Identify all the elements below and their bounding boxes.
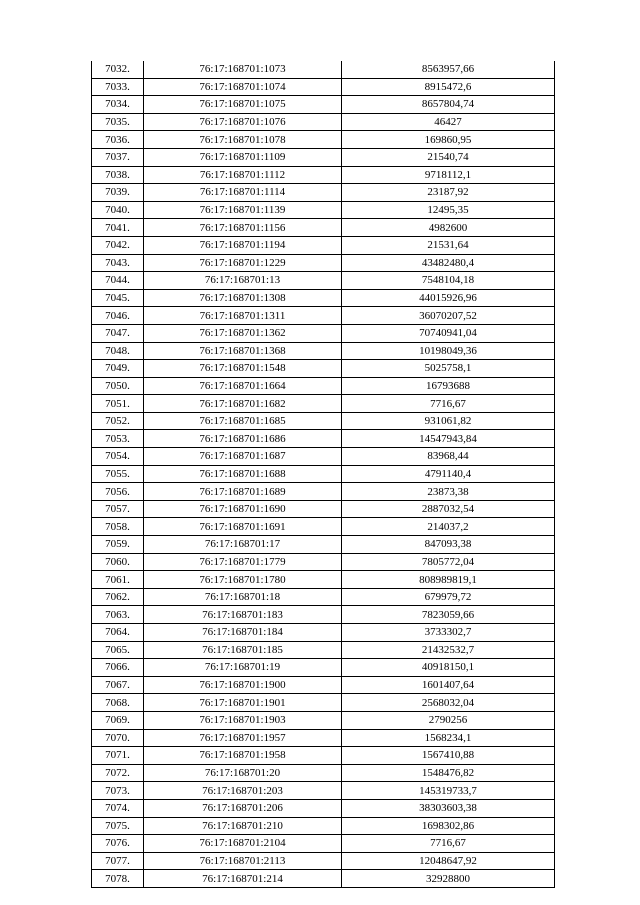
value-cell: 679979,72 [342, 588, 555, 606]
table-row [92, 289, 555, 307]
table-row [92, 852, 555, 870]
row-number-cell: 7051. [92, 395, 144, 413]
value-cell: 8563957,66 [342, 61, 555, 78]
cadastral-number-cell: 76:17:168701:1691 [144, 518, 342, 536]
value-cell: 8657804,74 [342, 96, 555, 114]
cadastral-number-cell: 76:17:168701:206 [144, 799, 342, 817]
row-number-cell: 7048. [92, 342, 144, 360]
cadastral-number-cell: 76:17:168701:1682 [144, 395, 342, 413]
value-cell: 7716,67 [342, 395, 555, 413]
row-number-cell: 7073. [92, 782, 144, 800]
table-row [92, 747, 555, 765]
table-row [92, 694, 555, 712]
table-row [92, 430, 555, 448]
row-number-cell: 7068. [92, 694, 144, 712]
table-row [92, 571, 555, 589]
cadastral-number-cell: 76:17:168701:1311 [144, 307, 342, 325]
table-row [92, 835, 555, 853]
table-row [92, 659, 555, 677]
row-number-cell: 7076. [92, 835, 144, 853]
table-row [92, 272, 555, 290]
row-number-cell: 7044. [92, 272, 144, 290]
row-number-cell: 7046. [92, 307, 144, 325]
row-number-cell: 7074. [92, 799, 144, 817]
cadastral-number-cell: 76:17:168701:1075 [144, 96, 342, 114]
table-row [92, 817, 555, 835]
row-number-cell: 7033. [92, 78, 144, 96]
cadastral-number-cell: 76:17:168701:1109 [144, 148, 342, 166]
row-number-cell: 7078. [92, 870, 144, 888]
value-cell: 2568032,04 [342, 694, 555, 712]
table-row [92, 676, 555, 694]
cadastral-number-cell: 76:17:168701:185 [144, 641, 342, 659]
value-cell: 32928800 [342, 870, 555, 888]
value-cell: 1567410,88 [342, 747, 555, 765]
value-cell: 12495,35 [342, 201, 555, 219]
value-cell: 1698302,86 [342, 817, 555, 835]
value-cell: 3733302,7 [342, 624, 555, 642]
value-cell: 145319733,7 [342, 782, 555, 800]
table-row [92, 606, 555, 624]
table-row [92, 219, 555, 237]
table-row [92, 465, 555, 483]
cadastral-number-cell: 76:17:168701:1229 [144, 254, 342, 272]
row-number-cell: 7047. [92, 324, 144, 342]
row-number-cell: 7054. [92, 448, 144, 466]
value-cell: 14547943,84 [342, 430, 555, 448]
table-row [92, 61, 555, 78]
table-row [92, 254, 555, 272]
row-number-cell: 7042. [92, 236, 144, 254]
table-row [92, 184, 555, 202]
row-number-cell: 7063. [92, 606, 144, 624]
cadastral-number-cell: 76:17:168701:1779 [144, 553, 342, 571]
row-number-cell: 7072. [92, 764, 144, 782]
table-row [92, 395, 555, 413]
cadastral-number-cell: 76:17:168701:20 [144, 764, 342, 782]
value-cell: 83968,44 [342, 448, 555, 466]
table-row [92, 78, 555, 96]
row-number-cell: 7055. [92, 465, 144, 483]
row-number-cell: 7070. [92, 729, 144, 747]
row-number-cell: 7034. [92, 96, 144, 114]
cadastral-number-cell: 76:17:168701:1664 [144, 377, 342, 395]
row-number-cell: 7036. [92, 131, 144, 149]
cadastral-number-cell: 76:17:168701:18 [144, 588, 342, 606]
cadastral-number-cell: 76:17:168701:1368 [144, 342, 342, 360]
table-row [92, 536, 555, 554]
row-number-cell: 7061. [92, 571, 144, 589]
cadastral-number-cell: 76:17:168701:183 [144, 606, 342, 624]
value-cell: 169860,95 [342, 131, 555, 149]
value-cell: 23187,92 [342, 184, 555, 202]
table-body [92, 61, 555, 887]
row-number-cell: 7077. [92, 852, 144, 870]
value-cell: 23873,38 [342, 483, 555, 501]
table-row [92, 553, 555, 571]
cadastral-number-cell: 76:17:168701:1194 [144, 236, 342, 254]
row-number-cell: 7075. [92, 817, 144, 835]
value-cell: 40918150,1 [342, 659, 555, 677]
cadastral-number-cell: 76:17:168701:1548 [144, 360, 342, 378]
table-row [92, 307, 555, 325]
cadastral-number-cell: 76:17:168701:1073 [144, 61, 342, 78]
value-cell: 4791140,4 [342, 465, 555, 483]
value-cell: 9718112,1 [342, 166, 555, 184]
cadastral-number-cell: 76:17:168701:1900 [144, 676, 342, 694]
value-cell: 931061,82 [342, 412, 555, 430]
table-row [92, 324, 555, 342]
row-number-cell: 7032. [92, 61, 144, 78]
table-row [92, 377, 555, 395]
table-row [92, 870, 555, 888]
cadastral-number-cell: 76:17:168701:2113 [144, 852, 342, 870]
row-number-cell: 7064. [92, 624, 144, 642]
value-cell: 7823059,66 [342, 606, 555, 624]
table-row [92, 641, 555, 659]
row-number-cell: 7040. [92, 201, 144, 219]
cadastral-number-cell: 76:17:168701:1958 [144, 747, 342, 765]
table-row [92, 518, 555, 536]
value-cell: 70740941,04 [342, 324, 555, 342]
table-row [92, 201, 555, 219]
table-row [92, 782, 555, 800]
row-number-cell: 7035. [92, 113, 144, 131]
row-number-cell: 7052. [92, 412, 144, 430]
value-cell: 21531,64 [342, 236, 555, 254]
table-row [92, 342, 555, 360]
table-row [92, 764, 555, 782]
row-number-cell: 7057. [92, 500, 144, 518]
table-row [92, 96, 555, 114]
row-number-cell: 7059. [92, 536, 144, 554]
row-number-cell: 7038. [92, 166, 144, 184]
cadastral-number-cell: 76:17:168701:1686 [144, 430, 342, 448]
row-number-cell: 7050. [92, 377, 144, 395]
value-cell: 847093,38 [342, 536, 555, 554]
value-cell: 214037,2 [342, 518, 555, 536]
cadastral-number-cell: 76:17:168701:17 [144, 536, 342, 554]
cadastral-number-cell: 76:17:168701:1308 [144, 289, 342, 307]
table-row [92, 113, 555, 131]
cadastral-number-cell: 76:17:168701:19 [144, 659, 342, 677]
value-cell: 808989819,1 [342, 571, 555, 589]
value-cell: 7548104,18 [342, 272, 555, 290]
cadastral-number-cell: 76:17:168701:1112 [144, 166, 342, 184]
row-number-cell: 7045. [92, 289, 144, 307]
cadastral-number-cell: 76:17:168701:2104 [144, 835, 342, 853]
value-cell: 43482480,4 [342, 254, 555, 272]
cadastral-number-cell: 76:17:168701:1139 [144, 201, 342, 219]
table-row [92, 588, 555, 606]
row-number-cell: 7065. [92, 641, 144, 659]
cadastral-number-cell: 76:17:168701:1689 [144, 483, 342, 501]
value-cell: 2790256 [342, 711, 555, 729]
table-row [92, 166, 555, 184]
cadastral-number-cell: 76:17:168701:1114 [144, 184, 342, 202]
cadastral-number-cell: 76:17:168701:1078 [144, 131, 342, 149]
table-row [92, 729, 555, 747]
value-cell: 7805772,04 [342, 553, 555, 571]
value-cell: 2887032,54 [342, 500, 555, 518]
value-cell: 36070207,52 [342, 307, 555, 325]
row-number-cell: 7039. [92, 184, 144, 202]
cadastral-value-table [91, 61, 555, 888]
cadastral-number-cell: 76:17:168701:1074 [144, 78, 342, 96]
value-cell: 1601407,64 [342, 676, 555, 694]
value-cell: 12048647,92 [342, 852, 555, 870]
cadastral-number-cell: 76:17:168701:1690 [144, 500, 342, 518]
cadastral-number-cell: 76:17:168701:13 [144, 272, 342, 290]
value-cell: 8915472,6 [342, 78, 555, 96]
table-row [92, 360, 555, 378]
cadastral-number-cell: 76:17:168701:1688 [144, 465, 342, 483]
value-cell: 1568234,1 [342, 729, 555, 747]
value-cell: 46427 [342, 113, 555, 131]
cadastral-number-cell: 76:17:168701:1685 [144, 412, 342, 430]
row-number-cell: 7037. [92, 148, 144, 166]
value-cell: 38303603,38 [342, 799, 555, 817]
table-row [92, 500, 555, 518]
row-number-cell: 7066. [92, 659, 144, 677]
row-number-cell: 7053. [92, 430, 144, 448]
table-row [92, 412, 555, 430]
value-cell: 21540,74 [342, 148, 555, 166]
value-cell: 21432532,7 [342, 641, 555, 659]
cadastral-number-cell: 76:17:168701:210 [144, 817, 342, 835]
value-cell: 1548476,82 [342, 764, 555, 782]
row-number-cell: 7056. [92, 483, 144, 501]
table-row [92, 448, 555, 466]
value-cell: 10198049,36 [342, 342, 555, 360]
cadastral-number-cell: 76:17:168701:1156 [144, 219, 342, 237]
value-cell: 7716,67 [342, 835, 555, 853]
cadastral-number-cell: 76:17:168701:1687 [144, 448, 342, 466]
row-number-cell: 7069. [92, 711, 144, 729]
table-row [92, 483, 555, 501]
cadastral-number-cell: 76:17:168701:203 [144, 782, 342, 800]
table-row [92, 131, 555, 149]
row-number-cell: 7060. [92, 553, 144, 571]
table-row [92, 711, 555, 729]
cadastral-number-cell: 76:17:168701:184 [144, 624, 342, 642]
row-number-cell: 7071. [92, 747, 144, 765]
row-number-cell: 7043. [92, 254, 144, 272]
row-number-cell: 7049. [92, 360, 144, 378]
table-row [92, 624, 555, 642]
value-cell: 16793688 [342, 377, 555, 395]
table-row [92, 148, 555, 166]
value-cell: 5025758,1 [342, 360, 555, 378]
row-number-cell: 7041. [92, 219, 144, 237]
cadastral-number-cell: 76:17:168701:1362 [144, 324, 342, 342]
table-row [92, 799, 555, 817]
cadastral-number-cell: 76:17:168701:1957 [144, 729, 342, 747]
cadastral-number-cell: 76:17:168701:1903 [144, 711, 342, 729]
cadastral-number-cell: 76:17:168701:1076 [144, 113, 342, 131]
value-cell: 44015926,96 [342, 289, 555, 307]
cadastral-number-cell: 76:17:168701:1901 [144, 694, 342, 712]
row-number-cell: 7067. [92, 676, 144, 694]
value-cell: 4982600 [342, 219, 555, 237]
cadastral-number-cell: 76:17:168701:214 [144, 870, 342, 888]
table-row [92, 236, 555, 254]
row-number-cell: 7058. [92, 518, 144, 536]
row-number-cell: 7062. [92, 588, 144, 606]
cadastral-number-cell: 76:17:168701:1780 [144, 571, 342, 589]
